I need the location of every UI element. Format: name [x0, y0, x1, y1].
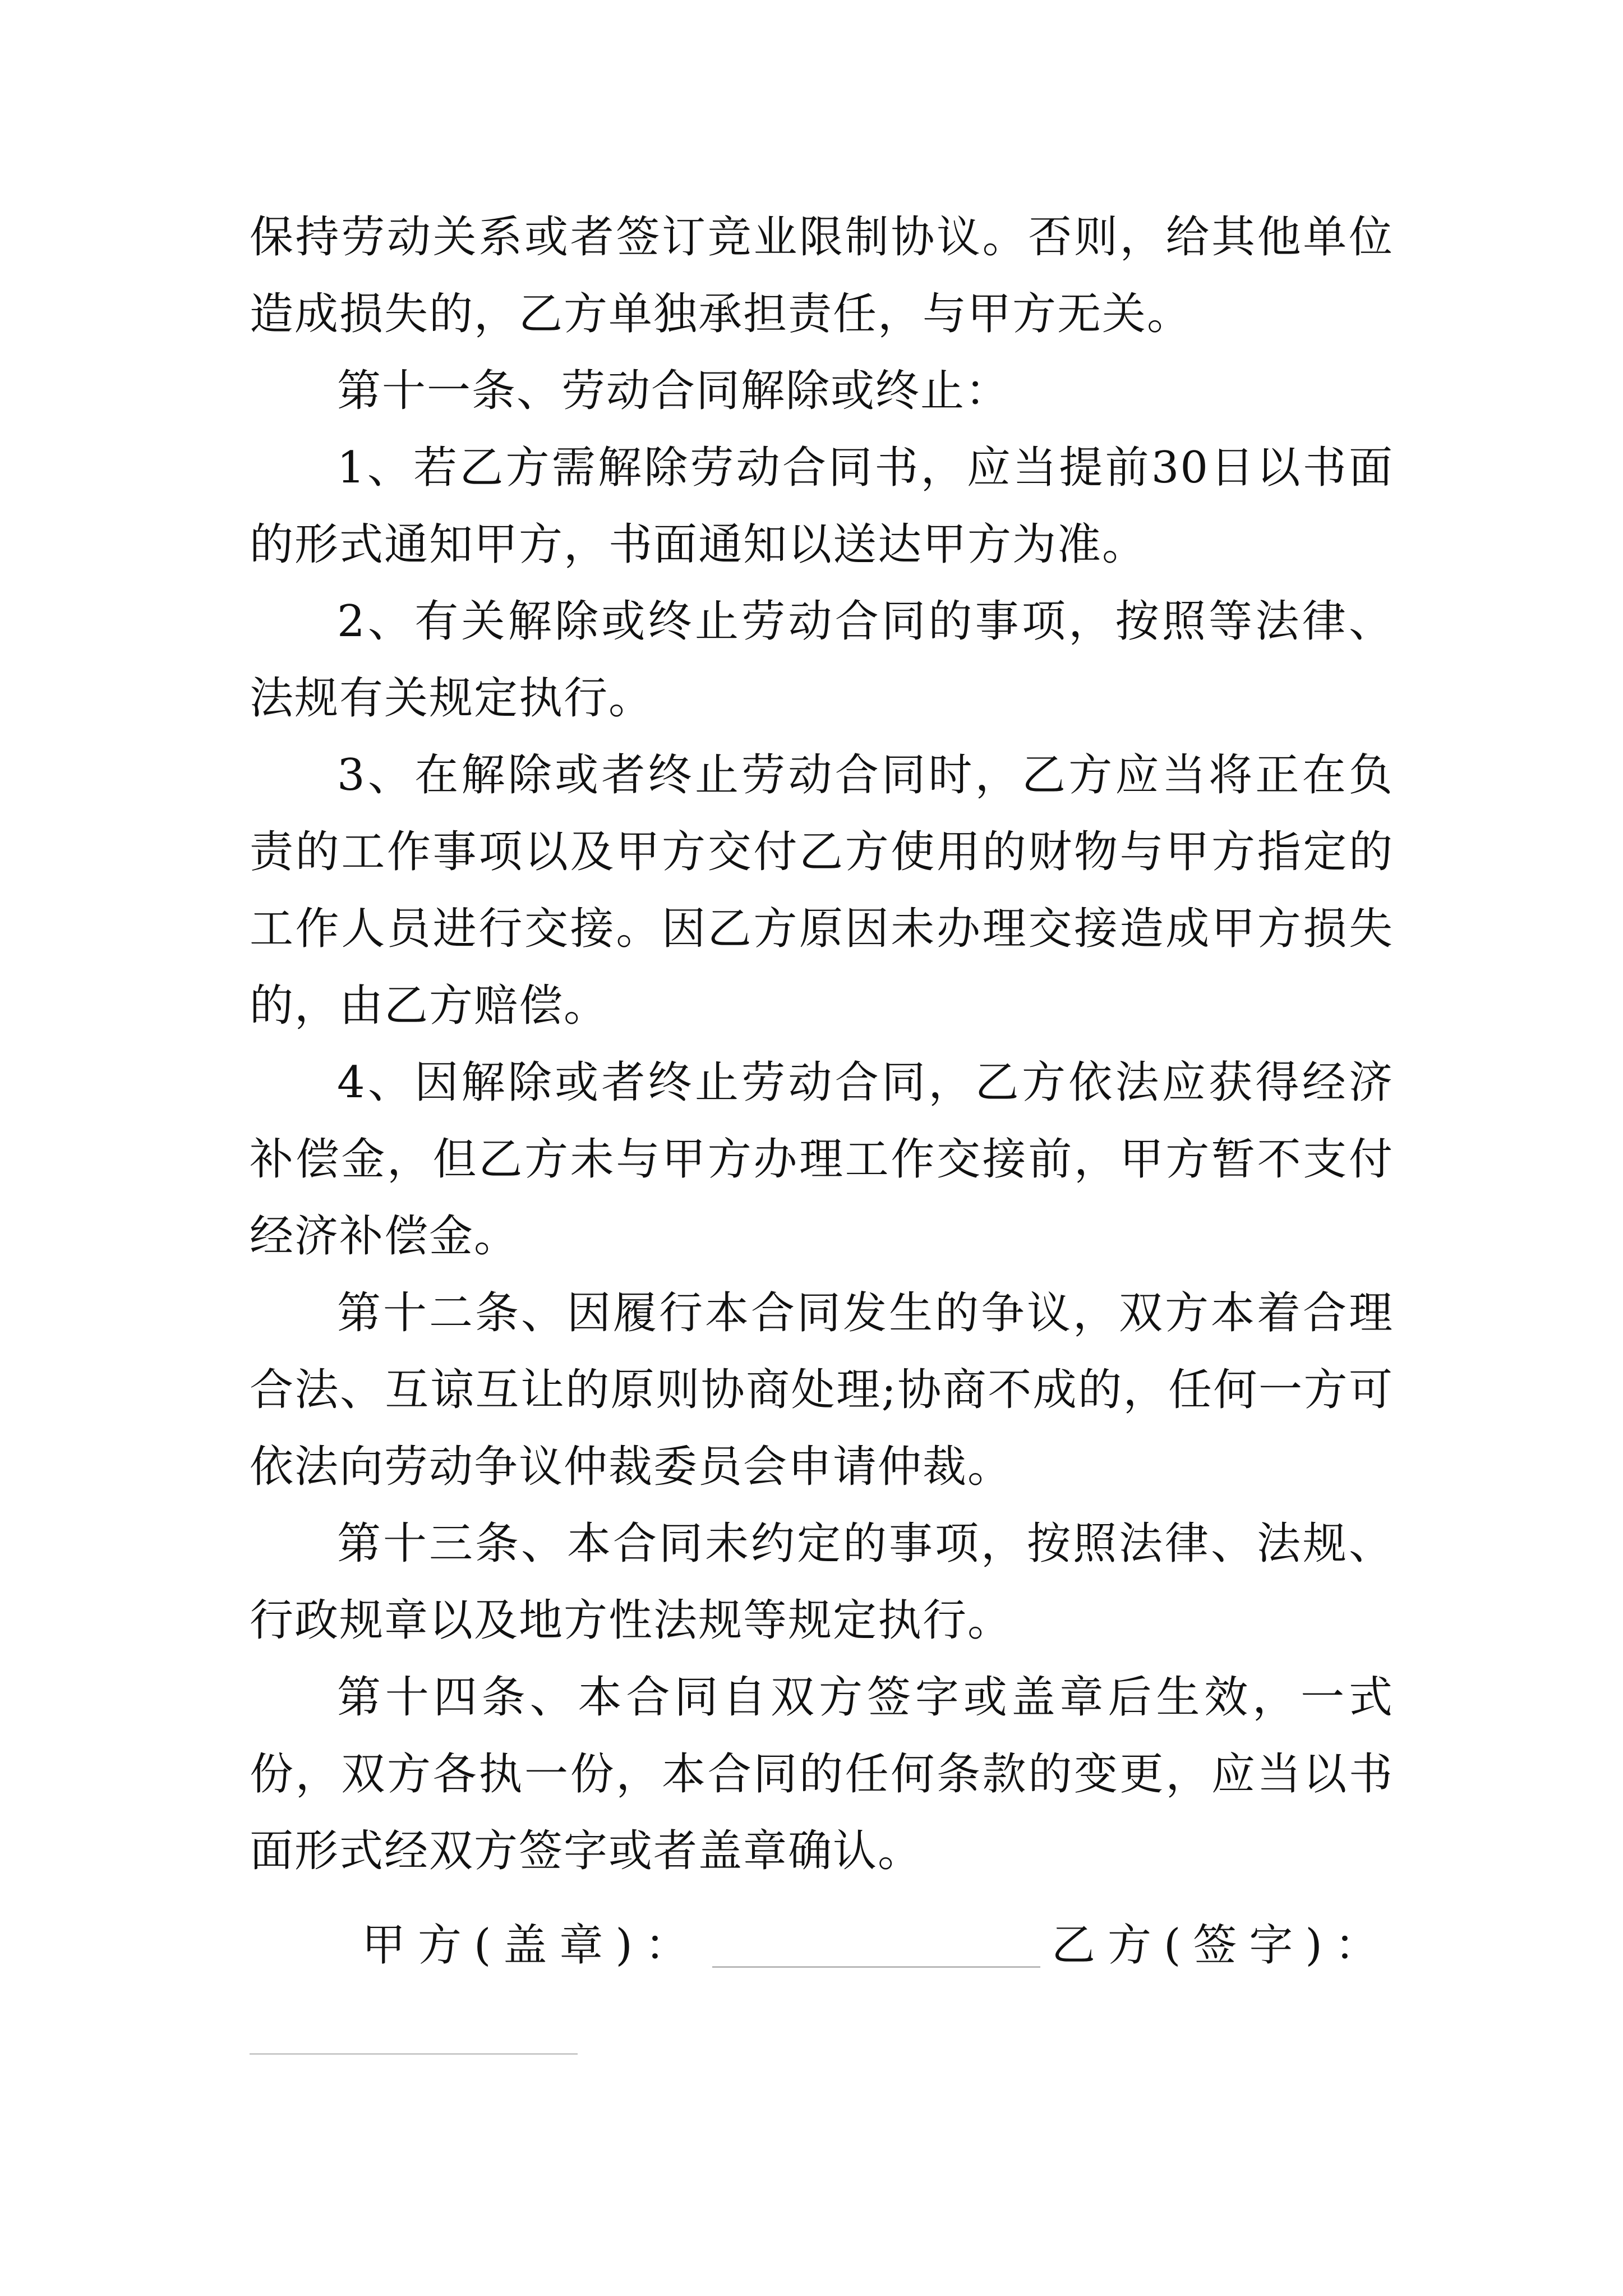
- article-11-item-4: 4、因解除或者终止劳动合同，乙方依法应获得经济补偿金，但乙方未与甲方办理工作交接前，甲方暂不支付经济补偿金。: [250, 1057, 1394, 1262]
- party-b-signature-blank: [250, 2053, 578, 2055]
- article-13: 第十三条、本合同未约定的事项，按照法律、法规、行政规章以及地方性法规等规定执行。: [250, 1519, 1394, 1646]
- party-a-signature-blank: [712, 1966, 1040, 1968]
- document-body: [250, 199, 1394, 1890]
- article-11-heading: 第十一条、劳动合同解除或终止：: [337, 366, 1011, 416]
- article-11-item-2: 2、有关解除或终止劳动合同的事项，按照等法律、法规有关规定执行。: [250, 596, 1394, 724]
- article-11-item-1: 1、若乙方需解除劳动合同书，应当提前30日以书面的形式通知甲方，书面通知以送达甲方为准。: [250, 443, 1394, 570]
- party-a-signature-label: 甲方(盖章)：: [362, 1920, 701, 1971]
- article-11-item-3: 3、在解除或者终止劳动合同时，乙方应当将正在负责的工作事项以及甲方交付乙方使用的财物与甲方指定的工作人员进行交接。因乙方原因未办理交接造成甲方损失的，由乙方赔偿。: [250, 750, 1394, 1031]
- article-14: 第十四条、本合同自双方签字或盖章后生效，一式份，双方各执一份，本合同的任何条款的变更，应当以书面形式经双方签字或者盖章确认。: [250, 1672, 1394, 1876]
- paragraph-continuation: 保持劳动关系或者签订竞业限制协议。否则，给其他单位造成损失的，乙方单独承担责任，与甲方无关。: [250, 212, 1394, 339]
- party-b-signature-label: 乙方(签字)：: [1052, 1920, 1391, 1971]
- signature-line: [250, 1907, 1394, 1984]
- article-12: 第十二条、因履行本合同发生的争议，双方本着合理合法、互谅互让的原则协商处理;协商不成的，任何一方可依法向劳动争议仲裁委员会申请仲裁。: [250, 1288, 1394, 1492]
